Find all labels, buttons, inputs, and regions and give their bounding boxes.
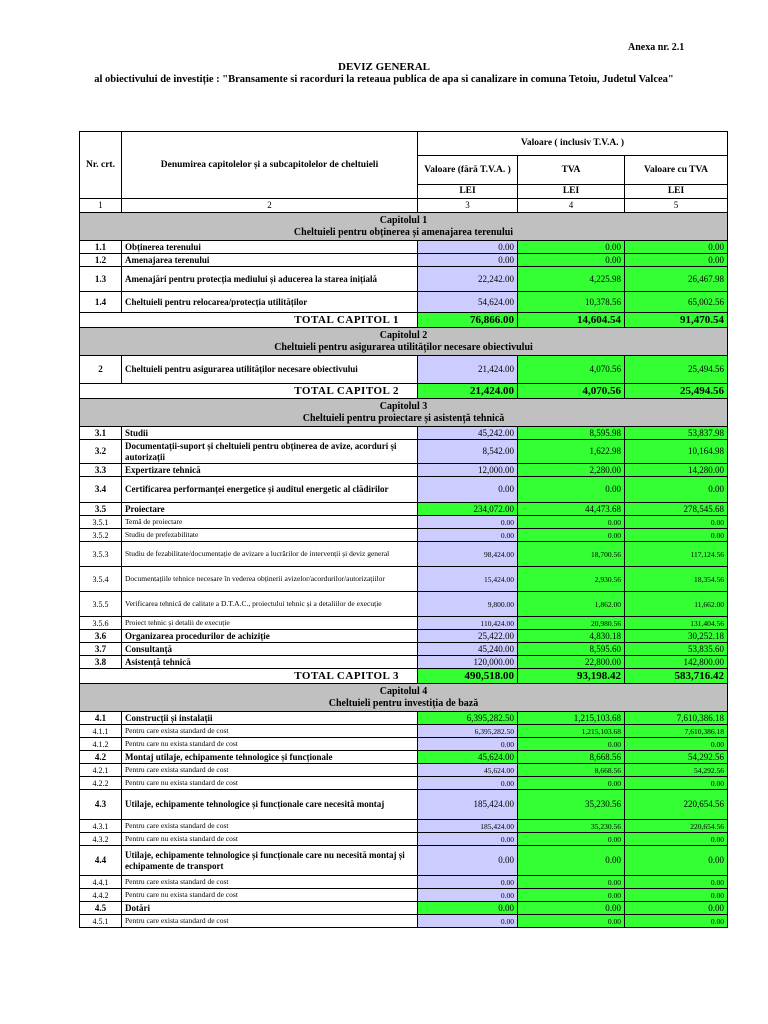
- row-name: Amenajări pentru protecția mediului și aducerea la starea inițială: [122, 267, 418, 292]
- row-value-cu-tva: 0.00: [625, 516, 728, 529]
- header-tva: TVA: [518, 156, 625, 185]
- row-name: Studiu de fezabilitate/documentație de avizare a lucrărilor de intervenții și deviz general: [122, 542, 418, 567]
- deviz-table: [79, 131, 728, 928]
- row-tva: 0.00: [518, 902, 625, 915]
- total-tva: 93,198.42: [518, 669, 625, 684]
- row-value-fara-tva: 45,624.00: [418, 751, 518, 764]
- row-value-fara-tva: 45,242.00: [418, 427, 518, 440]
- row-name: Pentru care nu exista standard de cost: [122, 889, 418, 902]
- row-value-cu-tva: 278,545.68: [625, 503, 728, 516]
- row-value-cu-tva: 54,292.56: [625, 764, 728, 777]
- row-name: Pentru care nu exista standard de cost: [122, 833, 418, 846]
- row-id: 4.1.2: [80, 738, 122, 751]
- row-value-fara-tva: 45,624.00: [418, 764, 518, 777]
- total-value-fara-tva: 490,518.00: [418, 669, 518, 684]
- row-id: 1.1: [80, 241, 122, 254]
- row-name: Cheltuieli pentru asigurarea utilităților necesare obiectivului: [122, 356, 418, 384]
- row-tva: 4,070.56: [518, 356, 625, 384]
- row-name: Expertizare tehnică: [122, 464, 418, 477]
- total-value-fara-tva: 21,424.00: [418, 384, 518, 399]
- table-row: [80, 292, 728, 313]
- row-name: Consultanță: [122, 643, 418, 656]
- chapter-subtitle: Cheltuieli pentru asigurarea utilităților necesare obiectivului: [274, 341, 533, 353]
- row-name: Proiectare: [122, 503, 418, 516]
- row-value-fara-tva: 0.00: [418, 889, 518, 902]
- column-index: 2: [122, 199, 418, 213]
- table-row: [80, 725, 728, 738]
- row-value-cu-tva: 0.00: [625, 477, 728, 503]
- table-row: [80, 833, 728, 846]
- row-tva: 44,473.68: [518, 503, 625, 516]
- row-name: Construcții și instalații: [122, 712, 418, 725]
- row-tva: 2,280.00: [518, 464, 625, 477]
- total-row: [80, 313, 728, 328]
- header-nr: Nr. crt.: [80, 132, 122, 199]
- row-value-fara-tva: 0.00: [418, 876, 518, 889]
- row-value-cu-tva: 53,837.98: [625, 427, 728, 440]
- row-value-cu-tva: 30,252.18: [625, 630, 728, 643]
- row-name: Pentru care exista standard de cost: [122, 725, 418, 738]
- row-name: Cheltuieli pentru relocarea/protecția utilităților: [122, 292, 418, 313]
- row-value-fara-tva: 6,395,282.50: [418, 712, 518, 725]
- row-tva: 0.00: [518, 529, 625, 542]
- row-name: Obținerea terenului: [122, 241, 418, 254]
- row-value-fara-tva: 234,072.00: [418, 503, 518, 516]
- row-tva: 22,800.00: [518, 656, 625, 669]
- row-id: 3.2: [80, 440, 122, 464]
- row-value-fara-tva: 0.00: [418, 846, 518, 876]
- table-row: [80, 764, 728, 777]
- chapter-header-row: [80, 399, 728, 427]
- row-value-fara-tva: 54,624.00: [418, 292, 518, 313]
- row-id: 4.2.1: [80, 764, 122, 777]
- row-value-fara-tva: 0.00: [418, 777, 518, 790]
- row-name: Certificarea performanței energetice și auditul energetic al clădirilor: [122, 477, 418, 503]
- row-value-cu-tva: 131,404.56: [625, 617, 728, 630]
- unit-lei: LEI: [518, 185, 625, 199]
- table-row: [80, 529, 728, 542]
- row-id: 4.2: [80, 751, 122, 764]
- row-value-fara-tva: 15,424.00: [418, 567, 518, 592]
- row-value-cu-tva: 18,354.56: [625, 567, 728, 592]
- row-value-fara-tva: 0.00: [418, 833, 518, 846]
- row-id: 4.1: [80, 712, 122, 725]
- row-value-fara-tva: 9,800.00: [418, 592, 518, 617]
- header-valoare-cu-tva: Valoare cu TVA: [625, 156, 728, 185]
- chapter-header: [80, 213, 728, 241]
- column-index: 1: [80, 199, 122, 213]
- table-row: [80, 440, 728, 464]
- row-value-fara-tva: 0.00: [418, 529, 518, 542]
- row-value-fara-tva: 25,422.00: [418, 630, 518, 643]
- table-row: [80, 503, 728, 516]
- total-row: [80, 384, 728, 399]
- chapter-header-row: [80, 684, 728, 712]
- table-row: [80, 915, 728, 928]
- row-name: Documentațiile tehnice necesare în vederea obținerii avizelor/acordurilor/autorizațiilor: [122, 567, 418, 592]
- table-row: [80, 656, 728, 669]
- total-label: TOTAL CAPITOL 2: [80, 384, 418, 399]
- row-value-cu-tva: 53,835.60: [625, 643, 728, 656]
- row-value-cu-tva: 0.00: [625, 915, 728, 928]
- row-tva: 1,862.00: [518, 592, 625, 617]
- row-name: Temă de proiectare: [122, 516, 418, 529]
- table-row: [80, 889, 728, 902]
- row-name: Studii: [122, 427, 418, 440]
- row-value-cu-tva: 0.00: [625, 876, 728, 889]
- total-row: [80, 669, 728, 684]
- row-tva: 0.00: [518, 846, 625, 876]
- row-name: Pentru care nu exista standard de cost: [122, 738, 418, 751]
- row-id: 3.5: [80, 503, 122, 516]
- table-row: [80, 790, 728, 820]
- row-tva: 0.00: [518, 241, 625, 254]
- row-value-cu-tva: 0.00: [625, 529, 728, 542]
- row-id: 3.5.3: [80, 542, 122, 567]
- row-id: 3.4: [80, 477, 122, 503]
- row-value-cu-tva: 142,800.00: [625, 656, 728, 669]
- table-row: [80, 751, 728, 764]
- row-id: 4.5.1: [80, 915, 122, 928]
- header-valoare-fara-tva: Valoare (fără T.V.A. ): [418, 156, 518, 185]
- row-name: Asistență tehnică: [122, 656, 418, 669]
- row-tva: 0.00: [518, 915, 625, 928]
- table-row: [80, 516, 728, 529]
- row-id: 4.1.1: [80, 725, 122, 738]
- table-row: [80, 617, 728, 630]
- row-value-fara-tva: 0.00: [418, 241, 518, 254]
- row-value-cu-tva: 0.00: [625, 902, 728, 915]
- unit-lei: LEI: [418, 185, 518, 199]
- unit-lei: LEI: [625, 185, 728, 199]
- row-value-fara-tva: 0.00: [418, 902, 518, 915]
- row-value-cu-tva: 25,494.56: [625, 356, 728, 384]
- row-tva: 35,230.56: [518, 820, 625, 833]
- row-value-cu-tva: 220,654.56: [625, 820, 728, 833]
- row-value-cu-tva: 0.00: [625, 833, 728, 846]
- row-id: 3.5.6: [80, 617, 122, 630]
- table-row: [80, 592, 728, 617]
- row-tva: 0.00: [518, 833, 625, 846]
- row-tva: 1,622.98: [518, 440, 625, 464]
- row-tva: 18,700.56: [518, 542, 625, 567]
- annex-label: Anexa nr. 2.1: [628, 42, 685, 53]
- header-name: Denumirea capitolelor și a subcapitolelor de cheltuieli: [122, 132, 418, 199]
- table-row: [80, 820, 728, 833]
- row-id: 4.2.2: [80, 777, 122, 790]
- document-subtitle: al obiectivului de investiție : "Bransamente si racorduri la reteaua publica de apa si canalizare in comuna Tetoiu, Judetul Valcea": [94, 74, 674, 85]
- row-id: 3.5.4: [80, 567, 122, 592]
- total-value-cu-tva: 583,716.42: [625, 669, 728, 684]
- table-row: [80, 267, 728, 292]
- row-id: 4.4.1: [80, 876, 122, 889]
- table-row: [80, 643, 728, 656]
- row-name: Utilaje, echipamente tehnologice și funcționale care necesită montaj: [122, 790, 418, 820]
- row-id: 4.4.2: [80, 889, 122, 902]
- row-value-fara-tva: 120,000.00: [418, 656, 518, 669]
- row-value-cu-tva: 0.00: [625, 846, 728, 876]
- chapter-header: [80, 328, 728, 356]
- table-row: [80, 567, 728, 592]
- row-value-cu-tva: 54,292.56: [625, 751, 728, 764]
- row-value-fara-tva: 6,395,282.50: [418, 725, 518, 738]
- row-value-fara-tva: 98,424.00: [418, 542, 518, 567]
- row-value-fara-tva: 0.00: [418, 915, 518, 928]
- row-tva: 1,215,103.68: [518, 725, 625, 738]
- row-value-cu-tva: 14,280.00: [625, 464, 728, 477]
- row-id: 4.3: [80, 790, 122, 820]
- row-id: 3.3: [80, 464, 122, 477]
- row-tva: 4,830.18: [518, 630, 625, 643]
- total-tva: 4,070.56: [518, 384, 625, 399]
- total-value-fara-tva: 76,866.00: [418, 313, 518, 328]
- row-value-cu-tva: 0.00: [625, 738, 728, 751]
- row-tva: 8,595.60: [518, 643, 625, 656]
- table-row: [80, 712, 728, 725]
- table-row: [80, 876, 728, 889]
- table-row: [80, 241, 728, 254]
- row-name: Proiect tehnic și detalii de execuție: [122, 617, 418, 630]
- row-value-cu-tva: 7,610,386.18: [625, 712, 728, 725]
- table-row: [80, 477, 728, 503]
- row-name: Pentru care exista standard de cost: [122, 764, 418, 777]
- row-id: 3.1: [80, 427, 122, 440]
- row-value-fara-tva: 45,240.00: [418, 643, 518, 656]
- row-name: Documentații-suport și cheltuieli pentru obținerea de avize, acorduri și autorizații: [122, 440, 418, 464]
- row-name: Studiu de prefezabilitate: [122, 529, 418, 542]
- row-value-fara-tva: 8,542.00: [418, 440, 518, 464]
- header-valoare-group: Valoare ( inclusiv T.V.A. ): [418, 132, 728, 156]
- row-tva: 35,230.56: [518, 790, 625, 820]
- row-id: 4.5: [80, 902, 122, 915]
- row-tva: 0.00: [518, 738, 625, 751]
- row-name: Pentru care nu exista standard de cost: [122, 777, 418, 790]
- row-id: 4.3.2: [80, 833, 122, 846]
- total-value-cu-tva: 91,470.54: [625, 313, 728, 328]
- chapter-header: [80, 399, 728, 427]
- table-row: [80, 902, 728, 915]
- row-value-cu-tva: 7,610,386.18: [625, 725, 728, 738]
- row-value-cu-tva: 26,467.98: [625, 267, 728, 292]
- row-tva: 0.00: [518, 477, 625, 503]
- row-tva: 2,930.56: [518, 567, 625, 592]
- row-name: Amenajarea terenului: [122, 254, 418, 267]
- row-tva: 10,378.56: [518, 292, 625, 313]
- row-id: 1.3: [80, 267, 122, 292]
- row-value-cu-tva: 10,164.98: [625, 440, 728, 464]
- row-name: Organizarea procedurilor de achiziție: [122, 630, 418, 643]
- row-id: 3.8: [80, 656, 122, 669]
- row-tva: 8,668.56: [518, 764, 625, 777]
- row-name: Pentru care exista standard de cost: [122, 876, 418, 889]
- row-id: 3.6: [80, 630, 122, 643]
- table-row: [80, 427, 728, 440]
- chapter-header: [80, 684, 728, 712]
- chapter-subtitle: Cheltuieli pentru obținerea și amenajarea terenului: [293, 226, 514, 238]
- row-value-cu-tva: 11,662.00: [625, 592, 728, 617]
- chapter-subtitle: Cheltuieli pentru proiectare și asistență tehnică: [302, 412, 505, 424]
- row-value-cu-tva: 0.00: [625, 254, 728, 267]
- total-label: TOTAL CAPITOL 1: [80, 313, 418, 328]
- chapter-title: Capitolul 4: [379, 685, 428, 697]
- row-tva: 0.00: [518, 876, 625, 889]
- row-id: 2: [80, 356, 122, 384]
- table-row: [80, 777, 728, 790]
- row-value-cu-tva: 117,124.56: [625, 542, 728, 567]
- table-row: [80, 630, 728, 643]
- row-tva: 0.00: [518, 254, 625, 267]
- row-tva: 8,668.56: [518, 751, 625, 764]
- total-label: TOTAL CAPITOL 3: [80, 669, 418, 684]
- row-value-fara-tva: 0.00: [418, 738, 518, 751]
- row-id: 1.2: [80, 254, 122, 267]
- row-name: Dotări: [122, 902, 418, 915]
- table-row: [80, 254, 728, 267]
- table-row: [80, 464, 728, 477]
- row-value-fara-tva: 21,424.00: [418, 356, 518, 384]
- row-value-fara-tva: 110,424.00: [418, 617, 518, 630]
- row-id: 3.5.1: [80, 516, 122, 529]
- row-value-cu-tva: 0.00: [625, 889, 728, 902]
- row-tva: 0.00: [518, 889, 625, 902]
- row-tva: 0.00: [518, 516, 625, 529]
- row-value-fara-tva: 185,424.00: [418, 790, 518, 820]
- chapter-header-row: [80, 213, 728, 241]
- row-tva: 4,225.98: [518, 267, 625, 292]
- row-id: 3.5.5: [80, 592, 122, 617]
- total-tva: 14,604.54: [518, 313, 625, 328]
- row-value-cu-tva: 0.00: [625, 777, 728, 790]
- table-row: [80, 738, 728, 751]
- row-name: Pentru care exista standard de cost: [122, 915, 418, 928]
- column-index: 5: [625, 199, 728, 213]
- row-id: 4.4: [80, 846, 122, 876]
- row-id: 3.7: [80, 643, 122, 656]
- row-name: Utilaje, echipamente tehnologice și funcționale care nu necesită montaj și echipamente de transport: [122, 846, 418, 876]
- row-tva: 0.00: [518, 777, 625, 790]
- chapter-title: Capitolul 1: [379, 214, 428, 226]
- document-title: DEVIZ GENERAL: [338, 61, 430, 73]
- row-value-cu-tva: 65,002.56: [625, 292, 728, 313]
- row-value-fara-tva: 22,242.00: [418, 267, 518, 292]
- row-id: 1.4: [80, 292, 122, 313]
- table-row: [80, 846, 728, 876]
- row-value-cu-tva: 220,654.56: [625, 790, 728, 820]
- chapter-subtitle: Cheltuieli pentru investiția de bază: [328, 697, 479, 709]
- chapter-title: Capitolul 3: [379, 400, 428, 412]
- table-row: [80, 356, 728, 384]
- row-name: Pentru care exista standard de cost: [122, 820, 418, 833]
- row-name: Verificarea tehnică de calitate a D.T.A.C., proiectului tehnic și a detaliilor de execuție: [122, 592, 418, 617]
- row-tva: 1,215,103.68: [518, 712, 625, 725]
- chapter-header-row: [80, 328, 728, 356]
- row-value-fara-tva: 0.00: [418, 516, 518, 529]
- column-index: 4: [518, 199, 625, 213]
- row-name: Montaj utilaje, echipamente tehnologice și funcționale: [122, 751, 418, 764]
- row-value-cu-tva: 0.00: [625, 241, 728, 254]
- chapter-title: Capitolul 2: [379, 329, 428, 341]
- row-value-fara-tva: 0.00: [418, 477, 518, 503]
- row-value-fara-tva: 12,000.00: [418, 464, 518, 477]
- row-tva: 20,980.56: [518, 617, 625, 630]
- row-value-fara-tva: 0.00: [418, 254, 518, 267]
- row-id: 3.5.2: [80, 529, 122, 542]
- row-id: 4.3.1: [80, 820, 122, 833]
- row-value-fara-tva: 185,424.00: [418, 820, 518, 833]
- total-value-cu-tva: 25,494.56: [625, 384, 728, 399]
- table-row: [80, 542, 728, 567]
- column-index: 3: [418, 199, 518, 213]
- row-tva: 8,595.98: [518, 427, 625, 440]
